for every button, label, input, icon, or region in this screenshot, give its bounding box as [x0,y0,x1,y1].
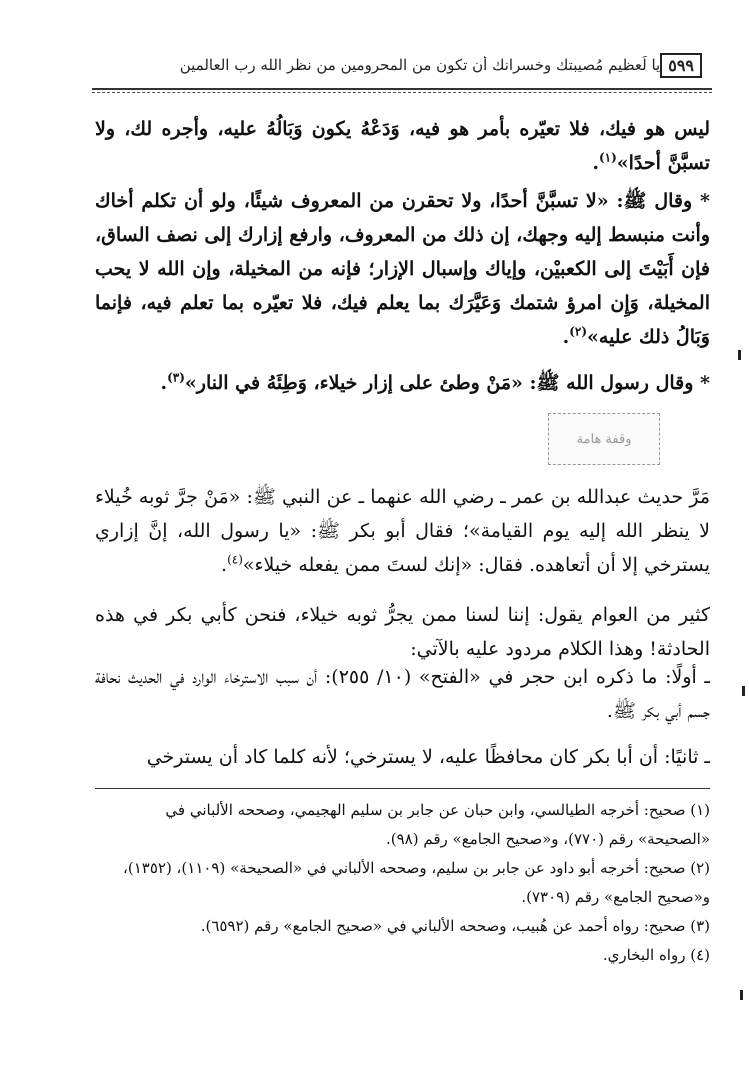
margin-mark [742,686,745,696]
header-rule [92,88,712,90]
paragraph-4: مَرَّ حديث عبدالله بن عمر ـ رضي الله عنهما ـ عن النبي ﷺ: «مَنْ جرَّ ثوبه خُيلاء لا ينظر الله إليه يوم القيامة»؛ فقال أبو بكر ﷺ: «يا رسول الله، إنَّ إزاري يسترخي إلا أن أتعاهده. فقال: «إنك لستَ ممن يفعله خيلاء»$^{(٤)}$. [95,486,710,576]
margin-mark [738,350,741,360]
paragraph-1: ليس هو فيك، فلا تعيّره بأمر هو فيه، وَدَعْهُ يكون وَبَالُهُ عليه، وأجره لك، ولا تسبَّنَّ أحدًا»$^{(١)}$. [95,118,710,174]
paragraph-3: * وقال رسول الله ﷺ: «مَنْ وطئ على إزار خيلاء، وَطِئَهُ في النار»$^{(٣)}$. [160,370,710,394]
footnote-ref-2: (٢) [569,324,588,339]
footnotes [95,796,710,970]
page-number: ٥٩٩ [660,53,702,78]
paragraph-7 [95,740,710,774]
header-rule-dashed [92,92,712,93]
footnote-2: (٢) صحيح: أخرجه أبو داود عن جابر بن سليم، وصححه الألباني في «الصحيحة» (١١٠٩)، (١٣٥٢)، و«صحيح الجامع» رقم (٧٣٠٩). [123,859,710,906]
footnote-ref-1: (١) [598,150,617,165]
paragraph-1-text: ليس هو فيك، فلا تعيّره بأمر هو فيه، وَدَعْهُ يكون وَبَالُهُ عليه، وأجره لك، ولا تسبَّنَّ أحدًا» [95,118,710,174]
section-ornament [548,413,660,465]
running-head [95,46,710,84]
margin-mark [740,990,743,1000]
footnote-3: (٣) صحيح: رواه أحمد عن هُبيب، وصححه الألباني في «صحيح الجامع» رقم (٦٥٩٢). [200,917,710,935]
paragraph-2: * وقال ﷺ: «لا تسبَّنَّ أحدًا، ولا تحقرن من المعروف شيئًا، ولو أن تكلم أخاك وأنت منبسط إليه وجهك، إن ذلك من المعروف، وارفع إزارك إلى نصف الساق، فإن أَبَيْتَ إلى الكعبيْن، وإياك وإسبال الإزار؛ فإنه من المخيلة، وإن الله لا يحب المخيلة، وَإِن امرؤ شتمك وَعَيَّرَك بما يعلم فيك، فلا تعيّره بما تعلم فيه، فإنما وَبَالُ ذلك عليه»$^{(٢)}$. [95,190,710,348]
paragraph-6 [95,660,710,728]
paragraph-2-text: * وقال ﷺ: «لا تسبَّنَّ أحدًا، ولا تحقرن من المعروف شيئًا، ولو أن تكلم أخاك وأنت منبسط إليه وجهك، إن ذلك من المعروف، وارفع إزارك إلى نصف الساق، فإن أَبَيْتَ إلى الكعبيْن، وإياك وإسبال الإزار؛ فإنه من المخيلة، وإن الله لا يحب المخيلة، وَإِن امرؤ شتمك وَعَيَّرَك بما يعلم فيك، فلا تعيّره بما تعلم فيه، فإنما وَبَالُ ذلك عليه» [95,190,710,348]
footnote-1: (١) صحيح: أخرجه الطيالسي، وابن حبان عن جابر بن سليم الهجيمي، وصححه الألباني في «الصحيحة» رقم (٧٧٠)، و«صحيح الجامع» رقم (٩٨). [165,801,710,848]
paragraph-7-text: ـ ثانيًا: أن أبا بكر كان محافظًا عليه، لا يسترخي؛ لأنه كلما كاد أن يسترخي [146,746,710,768]
ornament-label: وقفة هامة [576,431,632,447]
footnote-rule [95,788,710,789]
paragraph-5 [95,598,710,666]
footnote-4: (٤) رواه البخاري. [602,946,710,964]
paragraph-6-text: ـ أولًا: ما ذكره ابن حجر في «الفتح» (١٠/ ٢٥٥): أن سبب الاسترخاء الوارد في الحديث نحافة جسم أبي بكر ﷺ. [95,666,710,722]
footnote-ref-3: (٣) [167,370,185,385]
paragraph-5-text: كثير من العوام يقول: إننا لسنا ممن يجرُّ ثوبه خيلاء، فنحن كأبي بكر في هذه الحادثة! وهذا الكلام مردود عليه بالآتي: [95,604,710,660]
footnote-ref-4: (٤) [227,552,243,567]
running-head-title: يا لَعظيم مُصيبتك وخسرانك أن تكون من المحرومين من نظر الله رب العالمين [179,56,661,74]
paragraph-4-text: مَرَّ حديث عبدالله بن عمر ـ رضي الله عنهما ـ عن النبي ﷺ: «مَنْ جرَّ ثوبه خُيلاء لا ينظر الله إليه يوم القيامة»؛ فقال أبو بكر ﷺ: «يا رسول الله، إنَّ إزاري يسترخي إلا أن أتعاهده. فقال: «إنك لستَ ممن يفعله خيلاء» [95,486,710,576]
paragraph-3-text: * وقال رسول الله ﷺ: «مَنْ وطئ على إزار خيلاء، وَطِئَهُ في النار» [184,372,710,394]
